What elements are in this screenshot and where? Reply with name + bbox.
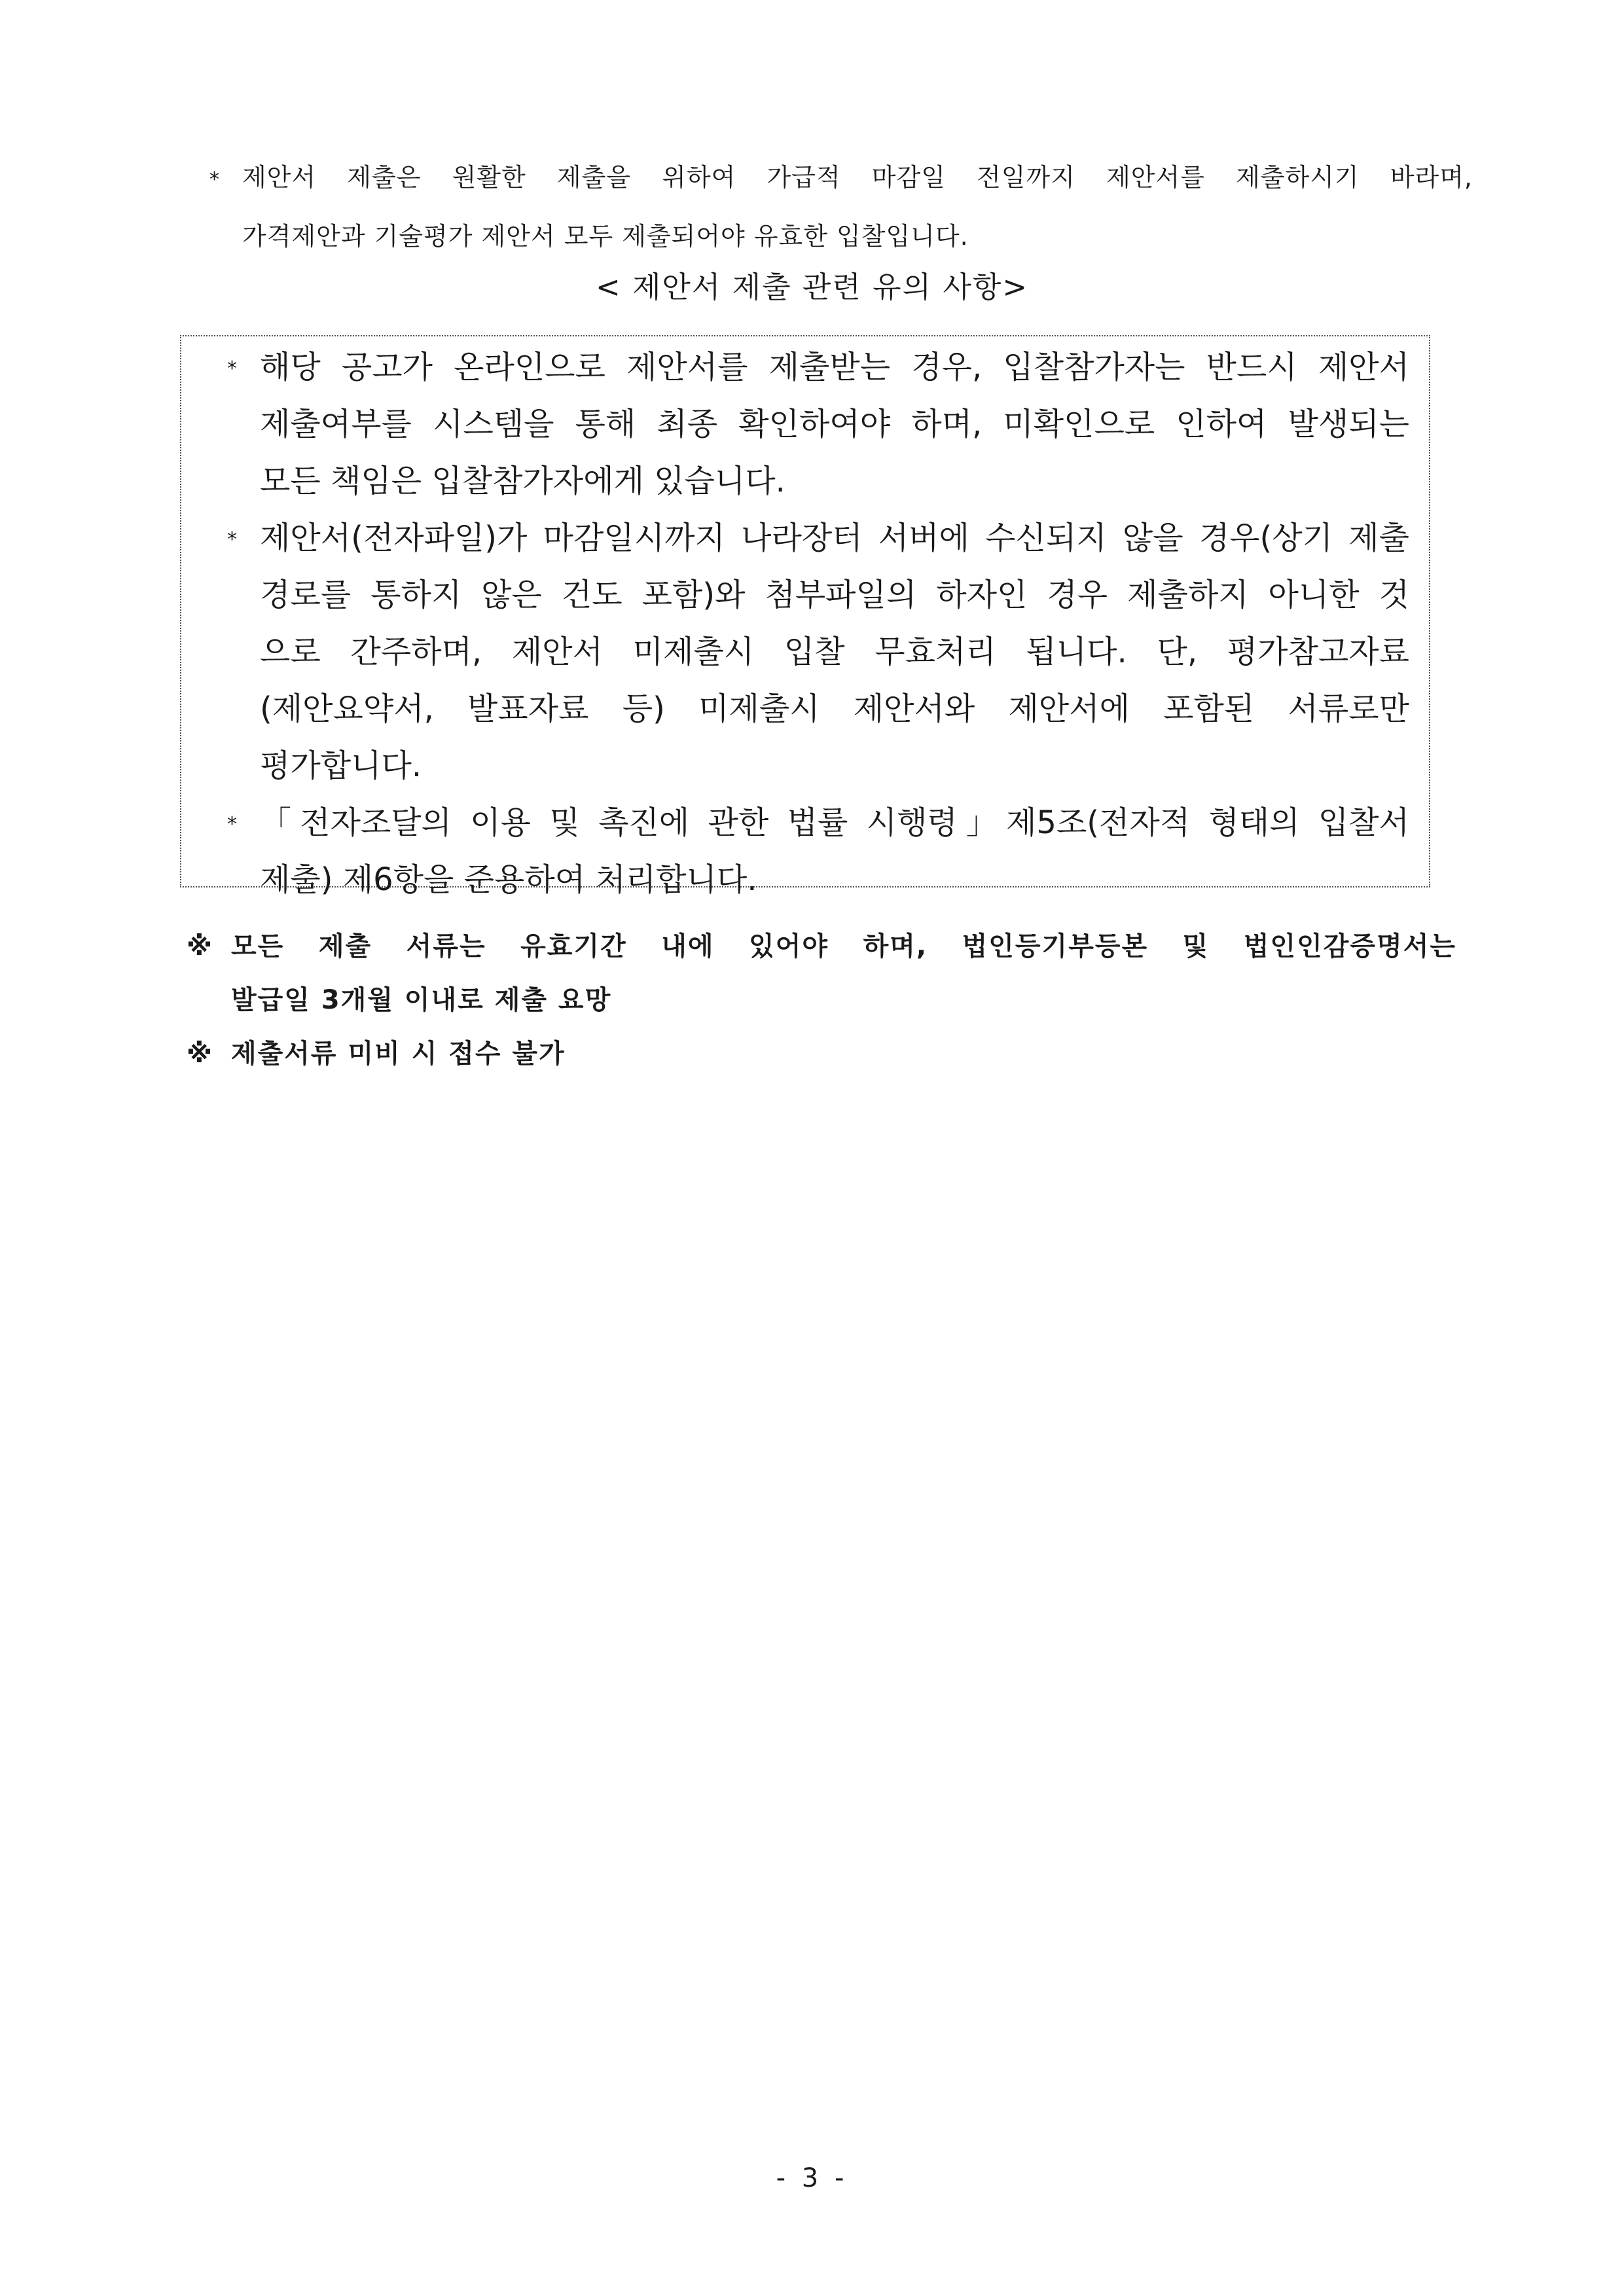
notice-item-2 [227,510,1409,795]
reference-mark-icon: ※ [187,931,213,961]
remark-1 [187,920,1456,973]
remark-2-text: 제출서류 미비 시 접수 불가 [231,1039,566,1069]
bullet-asterisk: * [227,813,237,836]
bullet-asterisk: * [227,528,237,551]
notice-item-2-line-1: 제안서(전자파일)가 마감일시까지 나라장터 서버에 수신되지 않을 경우(상기 제출 [260,520,1409,556]
remark-1-line-1: 모든 제출 서류는 유효기간 내에 있어야 하며, 법인등기부등본 및 법인인감증명서는 [231,931,1456,961]
notice-item-1-line-3: 모든 책임은 입찰참가자에게 있습니다. [260,463,785,499]
bullet-asterisk: * [227,357,237,380]
reference-mark-icon: ※ [187,1039,213,1069]
notice-item-1 [227,339,1409,510]
notice-item-2-line-5: 평가합니다. [260,747,422,784]
notice-item-2-line-3: 으로 간주하며, 제안서 미제출시 입찰 무효처리 됩니다. 단, 평가참고자료 [260,634,1409,670]
intro-line-2: 가격제안과 기술평가 제안서 모두 제출되어야 유효한 입찰입니다. [242,222,969,251]
bullet-asterisk: * [209,168,220,191]
notice-item-1-line-2: 제출여부를 시스템을 통해 최종 확인하여야 하며, 미확인으로 인하여 발생되는 [260,406,1409,442]
page-number: - 3 - [776,2163,848,2193]
remark-2 [187,1027,1456,1081]
notice-item-1-line-1: 해당 공고가 온라인으로 제안서를 제출받는 경우, 입찰참가자는 반드시 제안서 [260,349,1409,386]
remarks [187,920,1456,1081]
notice-item-2-line-2: 경로를 통하지 않은 건도 포함)와 첨부파일의 하자인 경우 제출하지 아니한 것 [260,577,1409,613]
remark-1-line-2: 발급일 3개월 이내로 제출 요망 [231,985,612,1015]
intro-note [209,149,1473,264]
intro-line-1: 제안서 제출은 원활한 제출을 위하여 가급적 마감일 전일까지 제안서를 제출하시기 바라며, [242,163,1473,192]
notice-item-3-line-2: 제출) 제6항을 준용하여 처리합니다. [260,861,757,898]
notice-item-3-line-1: 「전자조달의 이용 및 촉진에 관한 법률 시행령」제5조(전자적 형태의 입찰서 [260,804,1409,841]
notice-item-2-line-4: (제안요약서, 발표자료 등) 미제출시 제안서와 제안서에 포함된 서류로만 [260,691,1409,727]
notice-item-3 [227,795,1409,908]
notice-box [180,335,1430,898]
notice-title: < 제안서 제출 관련 유의 사항> [595,270,1029,304]
